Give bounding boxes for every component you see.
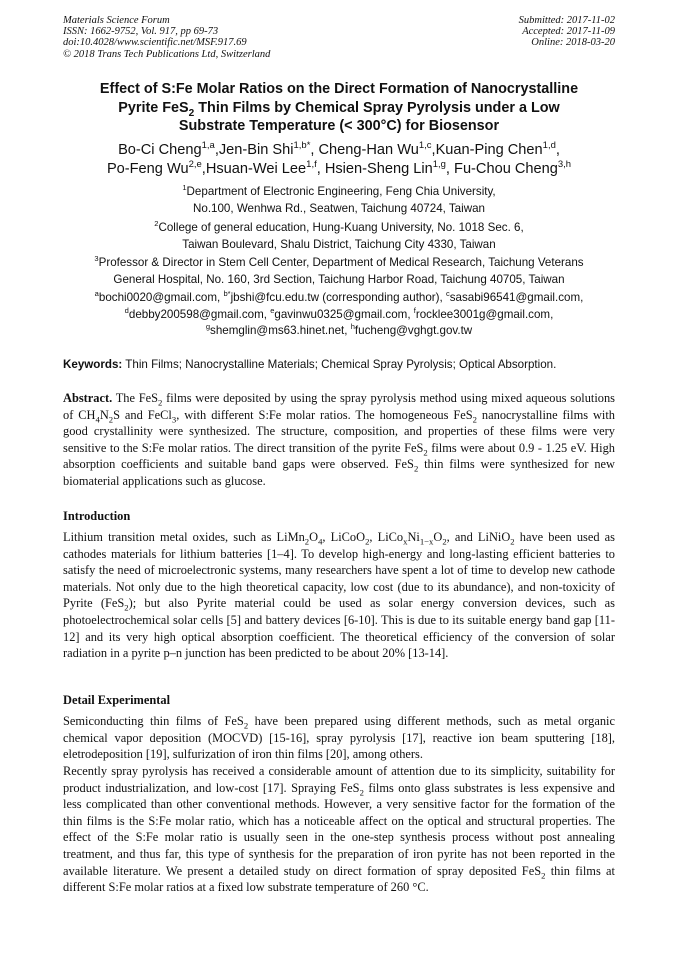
keywords-label: Keywords: bbox=[63, 358, 123, 371]
paper-title bbox=[56, 80, 622, 136]
author-name: Po-Feng Wu bbox=[106, 161, 189, 177]
journal-info bbox=[63, 15, 270, 60]
section-heading: Detail Experimental bbox=[63, 693, 171, 707]
email-link[interactable]: debby200598@gmail.com, bbox=[128, 307, 271, 321]
publication-dates bbox=[519, 15, 615, 49]
copyright-line: © 2018 Trans Tech Publications Ltd, Switzerland bbox=[63, 48, 271, 60]
experimental-paragraph: Recently spray pyrolysis has received a considerable amount of attention due to its simplicity, suitability for product industrialization, and low-cost [17]. Spraying FeS$_2$ films onto glass substrates is less expensive and less complicated than other conventional methods. However, a very sensitive factor for the formation of the thin films is the S:Fe molar ratio, which has a noticeable affect on the optical and structural properties. The effect of the S:Fe molar ratio is usually seen in the one-step synthesis process without post annealing treatment, and thus far, this type of synthesis for the preparation of iron pyrite has not been reported in the available literature. We present a detailed study on direct formation of spray deposited FeS$_2$ thin films at different S:Fe molar ratios at a fixed low substrate temperature of 260 °C. bbox=[63, 764, 615, 895]
online-date: Online: 2018-03-20 bbox=[531, 37, 615, 49]
author-emails: $^a$bochi0020@gmail.com, $^{b*}$jbshi@fcu.edu.tw (corresponding author), $^c$sasabi96541@gmail.com, $^d$debby200598@gmail.com, $^e$gavinwu0325@gmail.com, $^f$rocklee3001g@gmail.com, $^g$shemglin@ms63.hinet.net, $^h$fucheng@vghgt.gov.tw bbox=[94, 289, 584, 338]
affiliation: $^3$Professor & Director in Stem Cell Center, Department of Medical Research, Taichung Veterans General Hospital, No. 160, 3rd Section, Taichung Harbor Road, Taichung 40705, Taiwan bbox=[94, 254, 584, 286]
author-name: Jen-Bin Shi bbox=[218, 142, 294, 158]
email-link[interactable]: fucheng@vghgt.gov.tw bbox=[354, 324, 473, 338]
author-list: Bo-Ci Cheng$^{1,a}$,Jen-Bin Shi$^{1,b*}$, Cheng-Han Wu$^{1,c}$,Kuan-Ping Chen$^{1,d}$, Po-Feng Wu$^{2,e}$,Hsuan-Wei Lee$^{1,f}$, Hsien-Sheng Lin$^{1,g}$, Fu-Chou Cheng$^{3,h}$ bbox=[106, 140, 572, 177]
doi-line: doi:10.4028/www.scientific.net/MSF.917.69 bbox=[63, 37, 247, 49]
journal-name: Materials Science Forum bbox=[63, 15, 170, 26]
affiliation: $^1$Department of Electronic Engineering, Feng Chia University, No.100, Wenhwa Rd., Seatwen, Taichung 40724, Taiwan bbox=[182, 183, 496, 215]
email-link[interactable]: shemglin@ms63.hinet.net, bbox=[210, 324, 351, 338]
author-name: Kuan-Ping Chen bbox=[435, 142, 543, 158]
email-link[interactable]: bochi0020@gmail.com, bbox=[98, 291, 224, 304]
author-name: Bo-Ci Cheng bbox=[118, 142, 202, 158]
author-name: Hsien-Sheng Lin bbox=[324, 161, 433, 177]
affiliation: $^2$College of general education, Hung-Kuang University, No. 1018 Sec. 6, Taiwan Boulevard, Shalu District, Taichung City 4330, Taiwan bbox=[154, 219, 524, 251]
email-link[interactable]: gavinwu0325@gmail.com, bbox=[274, 307, 414, 321]
email-link[interactable]: jbshi@fcu.edu.tw (corresponding author), bbox=[230, 291, 446, 304]
author-name: Fu-Chou Cheng bbox=[454, 161, 558, 177]
title-line: Effect of S:Fe Molar Ratios on the Direct Formation of Nanocrystalline bbox=[99, 81, 579, 97]
issn-line: ISSN: 1662-9752, Vol. 917, pp 69-73 bbox=[63, 26, 219, 38]
abstract: Abstract. The FeS$_2$ films were deposited by using the spray pyrolysis method using mixed aqueous solutions of $CH_4N_2S$ and FeCl$_3$, with different S:Fe molar ratios. The homogeneous FeS$_2$ nanocrystalline films with good crystallinity were synthesized. The structure, composition, and properties of these films were very sensitive to the S:Fe molar ratios. The direct transition of the pyrite FeS$_2$ films were about 0.9 - 1.25 eV. High absorption coefficients and suitable band gaps were observed. FeS$_2$ thin films were synthesized for new biomaterial applications such as glucose. bbox=[63, 391, 615, 488]
section-heading: Introduction bbox=[63, 509, 131, 523]
title-line: Substrate Temperature (< 300°C) for Biosensor bbox=[178, 118, 500, 134]
submitted-date: Submitted: 2017-11-02 bbox=[518, 15, 615, 26]
accepted-date: Accepted: 2017-11-09 bbox=[522, 26, 615, 38]
title-line: Pyrite FeS$_2$ Thin Films by Chemical Spray Pyrolysis under a Low bbox=[118, 99, 560, 119]
email-link[interactable]: rocklee3001g@gmail.com, bbox=[415, 307, 554, 321]
abstract-label: Abstract. bbox=[63, 391, 113, 405]
keywords-text: Thin Films; Nanocrystalline Materials; Chemical Spray Pyrolysis; Optical Absorption. bbox=[122, 358, 557, 371]
keywords bbox=[63, 357, 615, 372]
author-name: Hsuan-Wei Lee bbox=[205, 161, 307, 177]
introduction-paragraph: Lithium transition metal oxides, such as $LiMn_2O_4$, LiCoO$_2$, $LiCo_xNi_{1-x}O_2$, and LiNiO$_2$ have been used as cathodes materials for lithium batteries [1–4]. To develop high-energy and long-lasting efficient batteries to satisfy the need of microelectronic systems, many researchers have spent a lot of time to develop new cathode materials. Not only due to the high theoretical capacity, low cost (due to its abundance), and non-toxicity of Pyrite (FeS$_2$); but also Pyrite material could be used as solar energy conversion devices, such as photoelectrochemical solar cells [5] and battery devices [6-10]. This is due to its suitable energy band gap [11-12] and its very high optical absorption coefficient. The theoretical efficiency of the conversion of solar radiation in a pyrite p–n junction has been predicted to be about 20% [13-14]. bbox=[63, 530, 615, 661]
author-name: Cheng-Han Wu bbox=[318, 142, 419, 158]
email-link[interactable]: sasabi96541@gmail.com, bbox=[449, 291, 584, 304]
experimental-paragraph: Semiconducting thin films of FeS$_2$ have been prepared using different methods, such as metal organic chemical vapor deposition (MOCVD) [15-16], spray pyrolysis [17], reactive ion beam sputtering [18], eletrodeposition [19], sulfurization of iron thin films [20], among others. bbox=[63, 714, 615, 762]
